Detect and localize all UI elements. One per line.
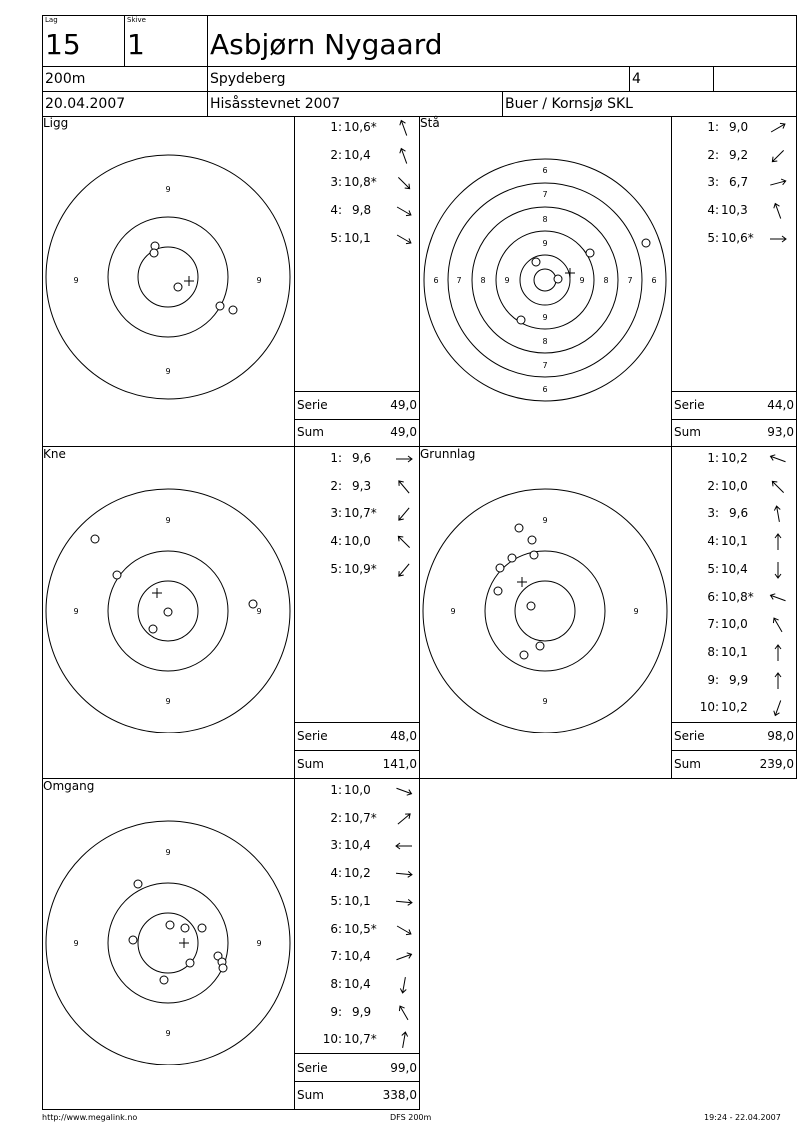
ring-label: 9 (542, 697, 548, 706)
panel-title-sta: Stå (420, 116, 440, 130)
ring-label: 9 (256, 607, 262, 616)
direction-arrow-icon (768, 118, 788, 138)
shot-number: 5: (330, 230, 342, 245)
direction-arrow-icon (394, 477, 414, 497)
ring-label: 6 (542, 385, 548, 394)
shot-value: 10,2 (721, 700, 748, 715)
ring-label: 7 (456, 276, 462, 285)
serie-value-ligg: 49,0 (390, 398, 417, 412)
ring-label: 6 (651, 276, 657, 285)
direction-arrow-icon (768, 504, 788, 524)
shot-value: 10,6* (721, 230, 754, 245)
shot-value: 10,2 (721, 451, 748, 465)
shot-value: 6,7 (729, 175, 749, 190)
direction-arrow-icon (394, 504, 414, 524)
target-ring (515, 581, 575, 641)
shot-number: 5: (707, 561, 719, 576)
direction-arrow-icon (394, 532, 414, 552)
panel-title-omgang: Omgang (43, 779, 95, 793)
shot-value: 9,8 (352, 203, 372, 218)
direction-arrow-icon (768, 560, 788, 580)
shot-hole (160, 976, 168, 984)
direction-arrow-icon (394, 920, 414, 940)
sum-label: Sum (674, 757, 701, 771)
direction-arrow-icon (394, 836, 414, 856)
ring-label: 7 (627, 276, 633, 285)
ring-label: 9 (73, 607, 79, 616)
shot-value: 9,9 (729, 672, 749, 687)
distance: 200m (45, 71, 86, 87)
direction-arrow-icon (394, 892, 414, 912)
shot-number: 10: (322, 1032, 342, 1047)
shot-value: 10,5* (344, 921, 377, 936)
shot-hole (198, 924, 206, 932)
shot-value: 10,0 (721, 478, 748, 493)
shot-hole (249, 600, 257, 608)
sum-label: Sum (297, 1088, 324, 1102)
serie-label: Serie (297, 1061, 328, 1075)
sum-label: Sum (297, 757, 324, 771)
shot-value: 10,8* (721, 589, 754, 604)
shot-number: 4: (330, 534, 342, 549)
shot-number: 9: (707, 672, 719, 687)
direction-arrow-icon (768, 698, 788, 718)
shot-value: 10,4 (344, 838, 371, 853)
shot-value: 10,0 (344, 783, 371, 797)
ring-label: 9 (165, 185, 171, 194)
shot-hole (91, 535, 99, 543)
shot-hole (530, 551, 538, 559)
ring-label: 9 (633, 607, 639, 616)
extra-field: 4 (632, 71, 641, 87)
ring-label: 9 (256, 276, 262, 285)
direction-arrow-icon (394, 781, 414, 801)
shot-number: 5: (330, 893, 342, 908)
shot-number: 3: (330, 175, 342, 190)
shot-number: 3: (707, 506, 719, 521)
target-sta (420, 152, 670, 402)
shot-number: 2: (330, 810, 342, 825)
shot-value: 10,0 (344, 534, 371, 549)
shot-value: 10,7* (344, 810, 377, 825)
shot-number: 9: (330, 1004, 342, 1019)
lag-label: Lag (45, 16, 58, 24)
shot-value: 10,4 (721, 561, 748, 576)
shot-value: 10,4 (344, 949, 371, 964)
shot-value: 10,1 (344, 230, 371, 245)
shot-hole (150, 249, 158, 257)
shot-value: 10,1 (344, 893, 371, 908)
ring-label: 9 (542, 516, 548, 525)
shot-number: 4: (707, 534, 719, 549)
panel-title-grunnlag: Grunnlag (420, 447, 476, 461)
direction-arrow-icon (394, 560, 414, 580)
ring-label: 9 (542, 313, 548, 322)
target-grunnlag (420, 483, 670, 733)
shot-hole (164, 608, 172, 616)
ring-label: 9 (165, 516, 171, 525)
target-omgang (43, 815, 293, 1065)
direction-arrow-icon (394, 229, 414, 249)
mean-point-icon (179, 938, 189, 948)
serie-value-grunnlag: 98,0 (767, 729, 794, 743)
shot-value: 10,6* (344, 120, 377, 134)
target-ring (448, 183, 642, 377)
sum-value-sta: 93,0 (767, 425, 794, 439)
ring-label: 8 (542, 337, 548, 346)
shot-number: 2: (330, 478, 342, 493)
shot-hole (527, 602, 535, 610)
skive-label: Skive (127, 16, 146, 24)
event-name: Hisåsstevnet 2007 (210, 96, 341, 112)
target-kne (43, 483, 293, 733)
shot-number: 4: (330, 866, 342, 881)
shot-hole (216, 302, 224, 310)
shot-value: 9,6 (352, 451, 372, 465)
shot-number: 10: (699, 700, 719, 715)
shot-hole (494, 587, 502, 595)
ring-label: 6 (433, 276, 439, 285)
shot-hole (166, 921, 174, 929)
shot-hole (229, 306, 237, 314)
shot-value: 10,7* (344, 1032, 377, 1047)
ring-label: 7 (542, 361, 548, 370)
date: 20.04.2007 (45, 96, 126, 112)
target-ring (108, 217, 228, 337)
target-ring (534, 269, 556, 291)
direction-arrow-icon (394, 864, 414, 884)
shot-value: 10,2 (344, 866, 371, 881)
direction-arrow-icon (394, 173, 414, 193)
shot-number: 4: (330, 203, 342, 218)
shot-value: 10,7* (344, 506, 377, 521)
shot-hole (528, 536, 536, 544)
direction-arrow-icon (394, 118, 414, 138)
direction-arrow-icon (768, 229, 788, 249)
direction-arrow-icon (768, 146, 788, 166)
mean-point-icon (152, 588, 162, 598)
serie-label: Serie (674, 398, 705, 412)
footer-program: DFS 200m (390, 1113, 432, 1122)
mean-point-icon (565, 268, 575, 278)
shot-value: 10,1 (721, 644, 748, 659)
shot-number: 8: (707, 644, 719, 659)
ring-label: 9 (542, 239, 548, 248)
shot-hole (536, 642, 544, 650)
shot-number: 1: (707, 451, 719, 465)
target-ring (472, 207, 618, 353)
ring-label: 9 (73, 276, 79, 285)
shot-hole (642, 239, 650, 247)
ring-label: 9 (165, 1029, 171, 1038)
direction-arrow-icon (394, 1003, 414, 1023)
club-name: Buer / Kornsjø SKL (505, 96, 633, 112)
ring-label: 9 (450, 607, 456, 616)
shot-hole (113, 571, 121, 579)
sum-value-omgang: 338,0 (382, 1088, 417, 1102)
shot-hole (181, 924, 189, 932)
shot-number: 1: (330, 783, 342, 797)
shot-number: 1: (707, 120, 719, 134)
sum-value-grunnlag: 239,0 (759, 757, 794, 771)
ring-label: 8 (542, 215, 548, 224)
direction-arrow-icon (768, 173, 788, 193)
panel-title-ligg: Ligg (43, 116, 69, 130)
shot-number: 6: (330, 921, 342, 936)
shot-number: 2: (707, 478, 719, 493)
shot-number: 2: (330, 147, 342, 162)
shot-hole (134, 880, 142, 888)
lag-number: 15 (45, 28, 81, 61)
ring-label: 9 (165, 367, 171, 376)
shot-hole (520, 651, 528, 659)
direction-arrow-icon (768, 449, 788, 469)
shot-number: 7: (330, 949, 342, 964)
shot-number: 8: (330, 976, 342, 991)
shot-hole (174, 283, 182, 291)
shot-hole (508, 554, 516, 562)
shot-number: 1: (330, 451, 342, 465)
shot-number: 7: (707, 617, 719, 632)
shot-number: 5: (330, 561, 342, 576)
serie-label: Serie (297, 398, 328, 412)
shot-value: 9,0 (729, 120, 749, 134)
ring-label: 9 (504, 276, 510, 285)
ring-label: 9 (256, 939, 262, 948)
shot-number: 3: (330, 838, 342, 853)
ring-label: 7 (542, 190, 548, 199)
sum-value-kne: 141,0 (382, 757, 417, 771)
shot-value: 10,8* (344, 175, 377, 190)
direction-arrow-icon (768, 643, 788, 663)
target-ring (108, 883, 228, 1003)
shot-value: 10,4 (344, 147, 371, 162)
direction-arrow-icon (768, 532, 788, 552)
direction-arrow-icon (394, 975, 414, 995)
ring-label: 8 (480, 276, 486, 285)
serie-label: Serie (297, 729, 328, 743)
shot-hole (586, 249, 594, 257)
shot-value: 10,1 (721, 534, 748, 549)
shot-number: 1: (330, 120, 342, 134)
shot-number: 2: (707, 147, 719, 162)
skive-number: 1 (127, 28, 145, 61)
shot-number: 5: (707, 230, 719, 245)
target-ligg (43, 152, 293, 402)
shot-value: 10,0 (721, 617, 748, 632)
shot-hole (515, 524, 523, 532)
footer-url[interactable]: http://www.megalink.no (42, 1113, 138, 1122)
shot-number: 3: (330, 506, 342, 521)
shot-value: 10,4 (344, 976, 371, 991)
sum-label: Sum (297, 425, 324, 439)
place: Spydeberg (210, 71, 286, 87)
shot-hole (517, 316, 525, 324)
ring-label: 9 (579, 276, 585, 285)
shot-hole (532, 258, 540, 266)
shooter-name: Asbjørn Nygaard (210, 28, 443, 61)
direction-arrow-icon (394, 947, 414, 967)
shot-hole (186, 959, 194, 967)
shot-value: 10,3 (721, 203, 748, 218)
mean-point-icon (184, 276, 194, 286)
ring-label: 8 (603, 276, 609, 285)
ring-label: 6 (542, 166, 548, 175)
sum-value-ligg: 49,0 (390, 425, 417, 439)
shot-hole (129, 936, 137, 944)
ring-label: 9 (165, 848, 171, 857)
serie-value-omgang: 99,0 (390, 1061, 417, 1075)
direction-arrow-icon (394, 146, 414, 166)
direction-arrow-icon (768, 671, 788, 691)
shot-value: 10,9* (344, 561, 377, 576)
footer-timestamp: 19:24 - 22.04.2007 (704, 1113, 781, 1122)
direction-arrow-icon (768, 201, 788, 221)
serie-label: Serie (674, 729, 705, 743)
ring-label: 9 (73, 939, 79, 948)
panel-title-kne: Kne (43, 447, 66, 461)
direction-arrow-icon (768, 615, 788, 635)
shot-number: 6: (707, 589, 719, 604)
target-ring (520, 255, 570, 305)
shot-hole (554, 275, 562, 283)
serie-value-sta: 44,0 (767, 398, 794, 412)
direction-arrow-icon (768, 477, 788, 497)
shot-hole (149, 625, 157, 633)
serie-value-kne: 48,0 (390, 729, 417, 743)
direction-arrow-icon (394, 1030, 414, 1050)
shot-number: 4: (707, 203, 719, 218)
direction-arrow-icon (394, 809, 414, 829)
direction-arrow-icon (768, 588, 788, 608)
sum-label: Sum (674, 425, 701, 439)
shot-hole (496, 564, 504, 572)
ring-label: 9 (165, 697, 171, 706)
mean-point-icon (517, 577, 527, 587)
shot-value: 9,2 (729, 147, 749, 162)
shot-value: 9,9 (352, 1004, 372, 1019)
shot-number: 3: (707, 175, 719, 190)
shot-hole (219, 964, 227, 972)
shot-value: 9,6 (729, 506, 749, 521)
direction-arrow-icon (394, 201, 414, 221)
direction-arrow-icon (394, 449, 414, 469)
shot-value: 9,3 (352, 478, 372, 493)
